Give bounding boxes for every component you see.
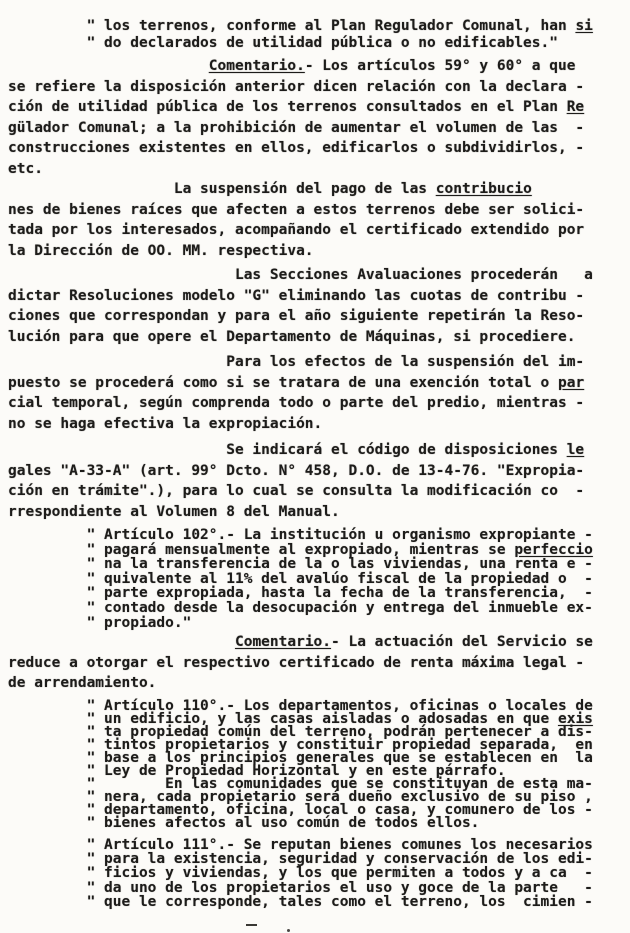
text-line: de arrendamiento. — [8, 675, 157, 692]
text-line: construcciones existentes en ellos, edificarlos o subdividirlos, - — [8, 140, 585, 156]
text-line: Las Secciones Avaluaciones procederán a — [8, 267, 593, 283]
text-line: ciones que correspondan y para el año siguiente repetirán la Reso- — [8, 308, 585, 324]
commentary-servicio — [8, 632, 624, 694]
text-line: puesto se procederá como si se tratara de una exención total o par — [8, 374, 585, 391]
text-line: " los terrenos, conforme al Plan Regulador Comunal, han si — [8, 18, 593, 34]
text-line: " quivalente al 11% del avalúo fiscal de la propiedad o - — [8, 570, 593, 587]
scan-artifact-dash — [246, 924, 257, 926]
text-line: cial temporal, según comprenda todo o parte del predio, mientras - — [8, 395, 585, 411]
text-line: reduce a otorgar el respectivo certificado de renta máxima legal - — [8, 654, 585, 671]
text-line: lución para que opere el Departamento de Máquinas, si procediere. — [8, 328, 576, 345]
text-line: La suspensión del pago de las contribucio — [8, 181, 532, 197]
scan-artifact-dot — [287, 929, 290, 932]
text-line: " ta propiedad común del terreno, podrán pertenecer a dis- — [8, 723, 593, 740]
commentary-articles-59-60 — [8, 56, 624, 522]
article-111-quote — [8, 838, 624, 909]
text-line: gülador Comunal; a la prohibición de aumentar el volumen de las - — [8, 119, 585, 136]
text-line: " departamento, oficina, local o casa, y comunero de los - — [8, 801, 593, 818]
text-line: " tintos propietarios y constituir propiedad separada, en — [8, 736, 593, 753]
text-line: " que le corresponde, tales como el terreno, los cimien - — [8, 893, 593, 910]
document-body — [8, 18, 624, 909]
text-line: " na la transferencia de la o las viviendas, una renta e - — [8, 556, 593, 573]
text-line: " nera, cada propietario será dueño exclusivo de su piso , — [8, 788, 593, 805]
text-line: rrespondiente al Volumen 8 del Manual. — [8, 503, 340, 520]
text-line: " ficios y viviendas, y los que permiten a todos y a ca - — [8, 865, 593, 882]
article-102-quote — [8, 528, 624, 630]
text-line: ción de utilidad pública de los terrenos consultados en el Plan Re — [8, 99, 585, 115]
text-line: " contado desde la desocupación y entrega del inmueble ex- — [8, 599, 593, 616]
text-line: dictar Resoluciones modelo "G" eliminando las cuotas de contribu - — [8, 287, 585, 304]
text-line: " Artículo 102°.- La institución u organismo expropiante - — [8, 527, 593, 543]
text-line: " pagará mensualmente al expropiado, mientras se perfeccio — [8, 541, 593, 558]
text-line: se refiere la disposición anterior dicen relación con la declara - — [8, 78, 585, 95]
text-line: nes de bienes raíces que afecten a estos terrenos debe ser solici- — [8, 201, 585, 218]
text-line: " base a los principios generales que se establecen en la — [8, 749, 593, 766]
text-line: " un edificio, y las casas aisladas o adosadas en que exis — [8, 710, 593, 727]
text-line: la Dirección de OO. MM. respectiva. — [8, 242, 314, 259]
text-line: " Artículo 110°.- Los departamentos, oficinas o locales de — [8, 697, 593, 714]
text-line: etc. — [8, 160, 43, 177]
text-line: " propiado." — [8, 614, 192, 631]
text-line: no se haga efectiva la expropiación. — [8, 415, 323, 432]
quoted-passage-terrenos — [8, 18, 624, 52]
text-line: Se indicará el código de disposiciones le — [8, 442, 585, 458]
text-line: ción en trámite".), para lo cual se consulta la modificación co - — [8, 483, 585, 499]
text-line: gales "A-33-A" (art. 99° Dcto. N° 458, D.O. de 13-4-76. "Expropia- — [8, 462, 585, 479]
article-110-quote — [8, 697, 624, 831]
text-line: " para la existencia, seguridad y conservación de los edi- — [8, 850, 593, 867]
text-line: " bienes afectos al uso común de todos ellos. — [8, 814, 480, 831]
text-line: " Ley de Propiedad Horizontal y en este párrafo. — [8, 762, 506, 779]
text-line: " En las comunidades que se constituyan de esta ma- — [8, 775, 593, 792]
text-line: " da uno de los propietarios el uso y goce de la parte - — [8, 879, 593, 896]
text-line: Comentario.- Los artículos 59° y 60° a que — [208, 58, 576, 74]
text-line: " do declarados de utilidad pública o no edificables." — [8, 35, 558, 51]
text-line: Para los efectos de la suspensión del im- — [8, 354, 585, 370]
text-line: " parte expropiada, hasta la fecha de la transferencia, - — [8, 585, 593, 602]
text-line: " Artículo 111°.- Se reputan bienes comunes los necesarios — [8, 836, 593, 853]
text-line: tada por los interesados, acompañando el certificado extendido por — [8, 222, 585, 238]
text-line: Comentario.- La actuación del Servicio se — [234, 634, 593, 651]
